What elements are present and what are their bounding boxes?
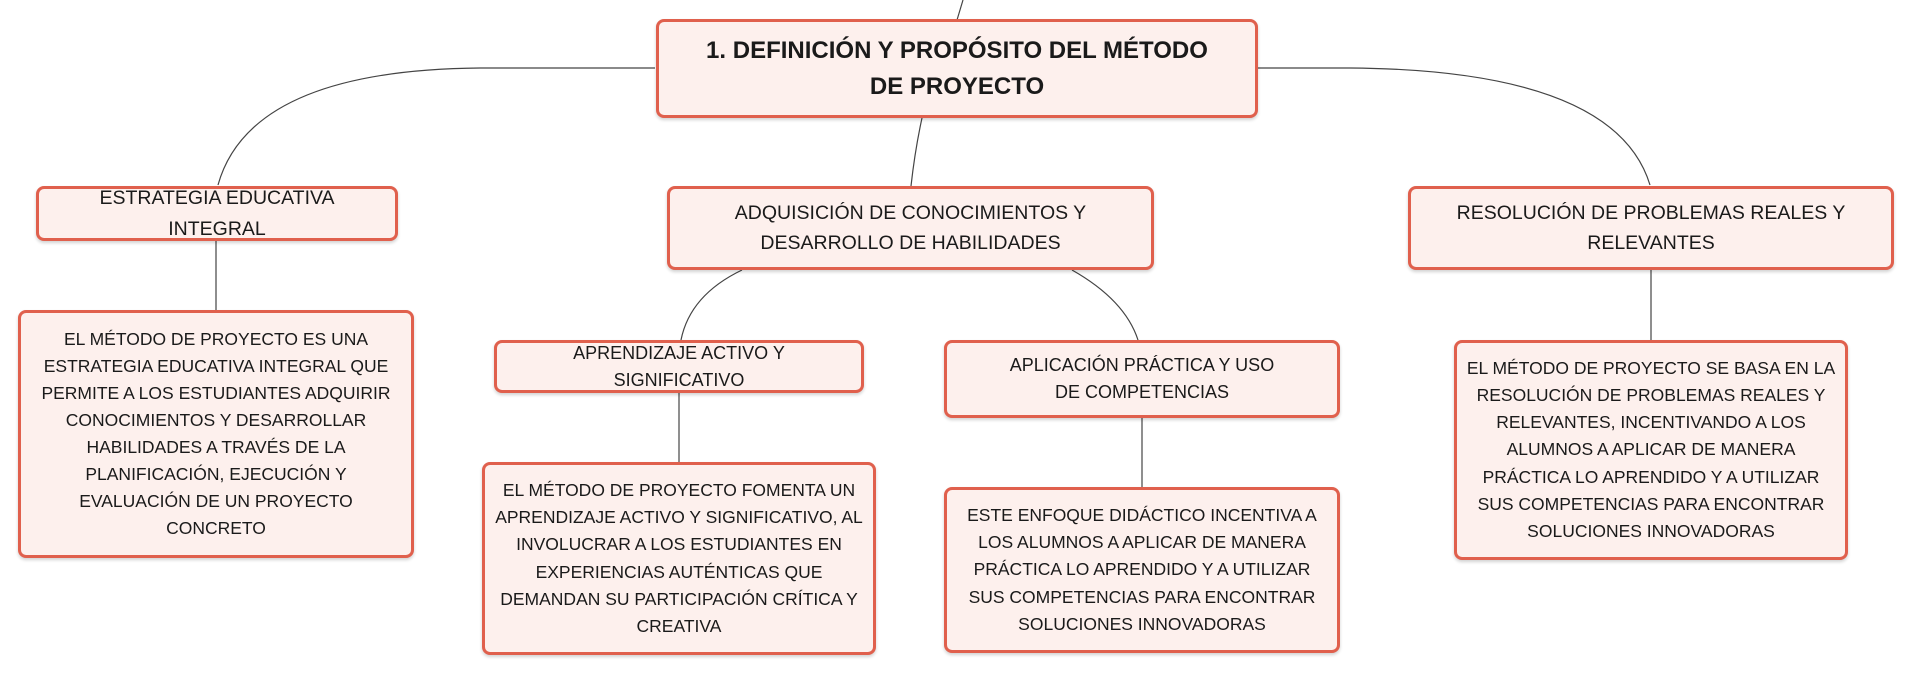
topic-estrategia[interactable] (36, 186, 398, 241)
connector-root-to-adquisicion (911, 118, 922, 186)
connector-adquisicion-to-aplicacion (1072, 270, 1138, 340)
detail-estrategia-text: EL MÉTODO DE PROYECTO ES UNA ESTRATEGIA EDUCATIVA INTEGRAL QUE PERMITE A LOS ESTUDIANTES ADQUIRIR CONOCIMIENTOS Y DESARROLLAR HABILIDADES A TRAVÉS DE LA PLANIFICACIÓN, EJECUCIÓN Y EVALUACIÓN DE UN PROYECTO CONCRETO (41, 328, 391, 539)
detail-resolucion-text: EL MÉTODO DE PROYECTO SE BASA EN LA RESOLUCIÓN DE PROBLEMAS REALES Y RELEVANTES, INCENTIVANDO A LOS ALUMNOS A APLICAR DE MANERA PRÁCTICA LO APRENDIDO Y A UTILIZAR SUS COMPETENCIAS PARA ENCONTRAR SOLUCIONES INNOVADORAS (1466, 358, 1836, 541)
connector-adquisicion-to-aprendizaje (681, 270, 742, 340)
topic-resolucion-label: RESOLUCIÓN DE PROBLEMAS REALES Y RELEVANTES (1456, 201, 1846, 254)
detail-aprendizaje[interactable] (482, 462, 876, 655)
topic-aplicacion-label: APLICACIÓN PRÁCTICA Y USO DE COMPETENCIAS (1009, 355, 1275, 402)
detail-resolucion[interactable] (1454, 340, 1848, 560)
detail-aprendizaje-text: EL MÉTODO DE PROYECTO FOMENTA UN APRENDIZAJE ACTIVO Y SIGNIFICATIVO, AL INVOLUCRAR A LOS ESTUDIANTES EN EXPERIENCIAS AUTÉNTICAS QUE DEMANDAN SU PARTICIPACIÓN CRÍTICA Y CREATIVA (495, 480, 863, 636)
topic-adquisicion[interactable] (667, 186, 1154, 270)
topic-aprendizaje-label: APRENDIZAJE ACTIVO Y SIGNIFICATIVO (573, 342, 785, 390)
detail-estrategia[interactable] (18, 310, 414, 558)
topic-aplicacion[interactable] (944, 340, 1340, 418)
topic-resolucion[interactable] (1408, 186, 1894, 270)
root-topic-label: 1. DEFINICIÓN Y PROPÓSITO DEL MÉTODO DE PROYECTO (706, 36, 1208, 100)
connector-parent-to-root (957, 0, 963, 20)
root-topic[interactable] (656, 19, 1258, 118)
topic-aprendizaje[interactable] (494, 340, 864, 393)
topic-adquisicion-label: ADQUISICIÓN DE CONOCIMIENTOS Y DESARROLLO DE HABILIDADES (734, 201, 1087, 254)
connector-root-to-estrategia (218, 68, 655, 185)
detail-aplicacion-text: ESTE ENFOQUE DIDÁCTICO INCENTIVA A LOS ALUMNOS A APLICAR DE MANERA PRÁCTICA LO APRENDIDO Y A UTILIZAR SUS COMPETENCIAS PARA ENCONTRAR SOLUCIONES INNOVADORAS (967, 505, 1317, 634)
detail-aplicacion[interactable] (944, 487, 1340, 653)
topic-estrategia-label: ESTRATEGIA EDUCATIVA INTEGRAL (99, 187, 335, 240)
connector-root-to-resolucion (1258, 68, 1650, 185)
